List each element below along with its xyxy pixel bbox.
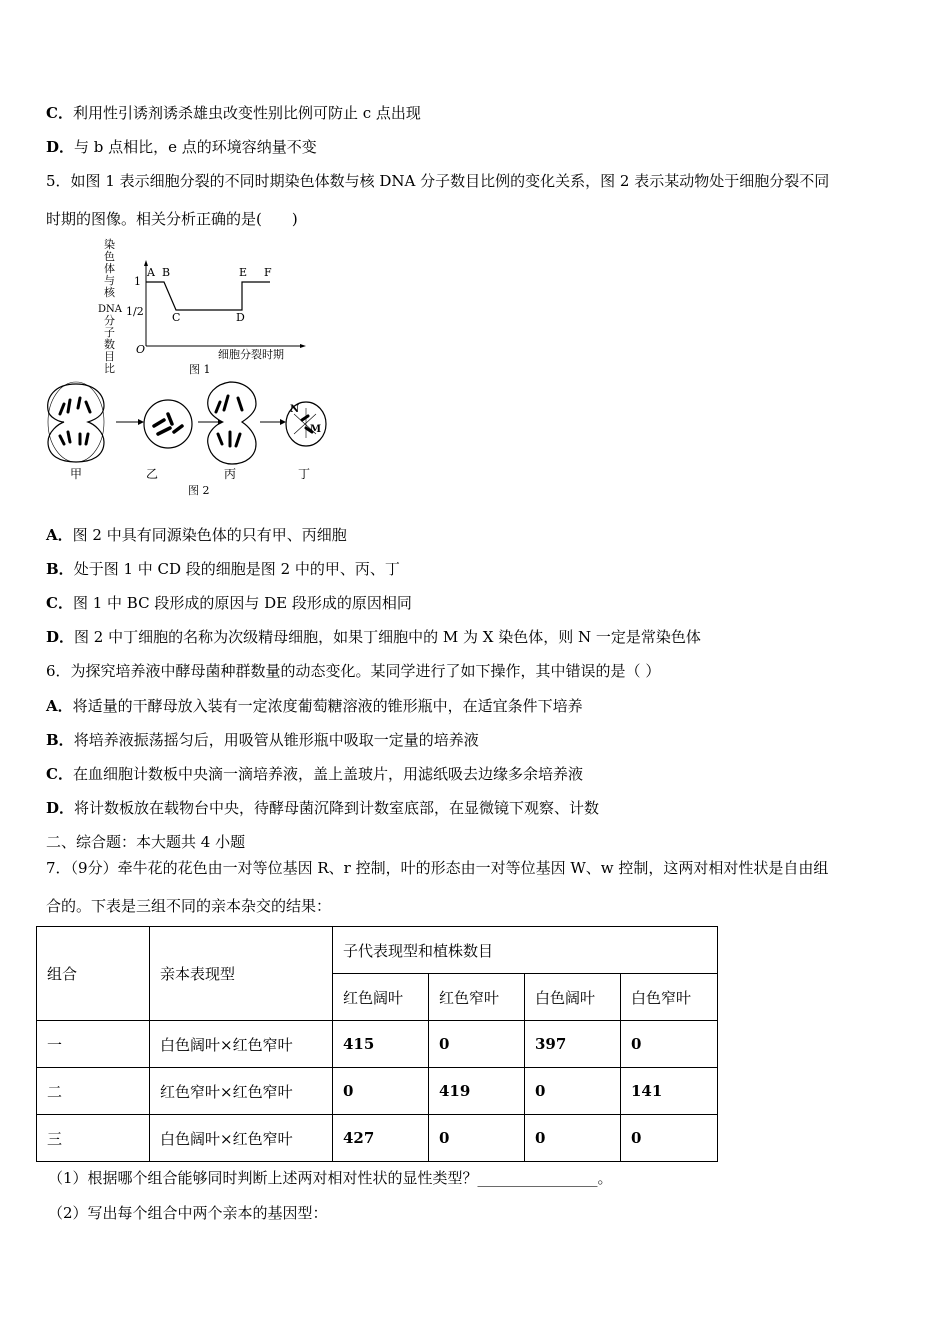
fig1-ylabel-char: 目 [104, 350, 115, 363]
cell-jia [48, 382, 104, 462]
q5-option-b: B．处于图 1 中 CD 段的细胞是图 2 中的甲、丙、丁 [46, 560, 400, 578]
cell-label-bing: 丙 [224, 467, 237, 481]
cell-group: 一 [37, 1021, 150, 1068]
fig2-caption: 图 2 [188, 484, 210, 497]
fig1-ylabel-char: 核 [104, 286, 115, 299]
cell-value: 427 [333, 1115, 429, 1162]
fig1-ylabel-char: 体 [104, 262, 115, 275]
cell-value: 0 [621, 1115, 718, 1162]
cell-label-jia: 甲 [70, 467, 83, 481]
cell-value: 0 [429, 1115, 525, 1162]
cell-yi [144, 400, 192, 448]
fig1-ylabel-char: 子 [104, 326, 115, 339]
q6-option-a: A．将适量的干酵母放入装有一定浓度葡萄糖溶液的锥形瓶中，在适宜条件下培养 [46, 697, 583, 715]
cell-value: 0 [525, 1115, 621, 1162]
cell-parents: 白色阔叶×红色窄叶 [150, 1115, 333, 1162]
fig1-ylabel-char: DNA [98, 304, 122, 315]
table-row [37, 1021, 718, 1068]
section-2-title: 二、综合题：本大题共 4 小题 [46, 833, 246, 851]
cell-label-yi: 乙 [146, 467, 159, 481]
fig1-ylabel-char: 染 [104, 238, 115, 251]
q4-option-c: C．利用性引诱剂诱杀雄虫改变性别比例可防止 c 点出现 [46, 104, 421, 122]
cell-ding [286, 402, 326, 446]
fig1-tick-half: 1/2 [126, 305, 144, 318]
fig1-ylabel-char: 色 [104, 250, 115, 263]
q4-option-d: D．与 b 点相比，e 点的环境容纳量不变 [46, 138, 317, 156]
cell-value: 0 [525, 1068, 621, 1115]
fig1-xlabel: 细胞分裂时期 [218, 348, 284, 361]
table-row [37, 1115, 718, 1162]
cell-parents: 白色阔叶×红色窄叶 [150, 1021, 333, 1068]
fig1-point-a: A [147, 266, 155, 279]
cell-value: 0 [429, 1021, 525, 1068]
figure-2 [44, 376, 344, 500]
header-group: 组合 [37, 927, 150, 1021]
header-offspring: 子代表现型和植株数目 [333, 927, 718, 974]
cell-group: 三 [37, 1115, 150, 1162]
q7-sub2: （2）写出每个组合中两个亲本的基因型： [48, 1204, 328, 1222]
q5-option-c: C．图 1 中 BC 段形成的原因与 DE 段形成的原因相同 [46, 594, 412, 612]
fig1-point-f: F [264, 266, 272, 279]
cell-value: 0 [621, 1021, 718, 1068]
q7-stem-line2: 合的。下表是三组不同的亲本杂交的结果： [46, 897, 332, 915]
fig1-point-c: C [172, 311, 181, 324]
q7-sub1: （1）根据哪个组合能够同时判断上述两对相对性状的显性类型？________________。 [48, 1169, 613, 1187]
fig1-origin: O [136, 343, 146, 356]
fig1-caption: 图 1 [189, 363, 211, 376]
cell-value: 419 [429, 1068, 525, 1115]
q6-option-b: B．将培养液振荡摇匀后，用吸管从锥形瓶中吸取一定量的培养液 [46, 731, 479, 749]
fig1-point-d: D [236, 311, 245, 324]
q5-stem-line1: 5．如图 1 表示细胞分裂的不同时期染色体数与核 DNA 分子数目比例的变化关系，图 2 表示某动物处于细胞分裂不同 [46, 172, 830, 190]
fig1-point-b: B [162, 266, 171, 279]
column-header: 红色窄叶 [429, 974, 525, 1021]
cross-table [36, 926, 718, 1162]
fig1-ylabel-char: 比 [104, 362, 115, 375]
table-header-row [37, 927, 718, 974]
chrom-label-m: M [310, 424, 322, 435]
q5-option-a: A．图 2 中具有同源染色体的只有甲、丙细胞 [46, 526, 347, 544]
fig1-tick-1: 1 [134, 275, 141, 288]
q5-option-d: D．图 2 中丁细胞的名称为次级精母细胞，如果丁细胞中的 M 为 X 染色体，则 N 一定是常染色体 [46, 628, 701, 646]
column-header: 白色阔叶 [525, 974, 621, 1021]
cell-value: 0 [333, 1068, 429, 1115]
cell-group: 二 [37, 1068, 150, 1115]
column-header: 红色阔叶 [333, 974, 429, 1021]
header-parent: 亲本表现型 [150, 927, 333, 1021]
column-header: 白色窄叶 [621, 974, 718, 1021]
q5-stem-line2: 时期的图像。相关分析正确的是( ) [46, 210, 298, 228]
q6-stem: 6．为探究培养液中酵母菌种群数量的动态变化。某同学进行了如下操作，其中错误的是（ ） [46, 662, 661, 680]
table-row [37, 1068, 718, 1115]
cell-bing [208, 382, 256, 464]
q7-stem-line1: 7．（9分）牵牛花的花色由一对等位基因 R、r 控制，叶的形态由一对等位基因 W、w 控制，这两对相对性状是自由组 [46, 859, 829, 877]
cell-label-ding: 丁 [298, 467, 311, 481]
cell-value: 397 [525, 1021, 621, 1068]
q6-option-c: C．在血细胞计数板中央滴一滴培养液，盖上盖玻片，用滤纸吸去边缘多余培养液 [46, 765, 583, 783]
cell-value: 141 [621, 1068, 718, 1115]
q6-option-d: D．将计数板放在载物台中央，待酵母菌沉降到计数室底部，在显微镜下观察、计数 [46, 799, 600, 817]
cell-value: 415 [333, 1021, 429, 1068]
fig1-ylabel-char: 分 [104, 314, 115, 327]
fig1-point-e: E [239, 266, 248, 279]
cell-parents: 红色窄叶×红色窄叶 [150, 1068, 333, 1115]
fig1-ylabel-char: 数 [104, 338, 115, 351]
chrom-label-n: N [290, 404, 300, 415]
figure-1 [92, 236, 312, 381]
fig1-ylabel-char: 与 [104, 274, 115, 287]
